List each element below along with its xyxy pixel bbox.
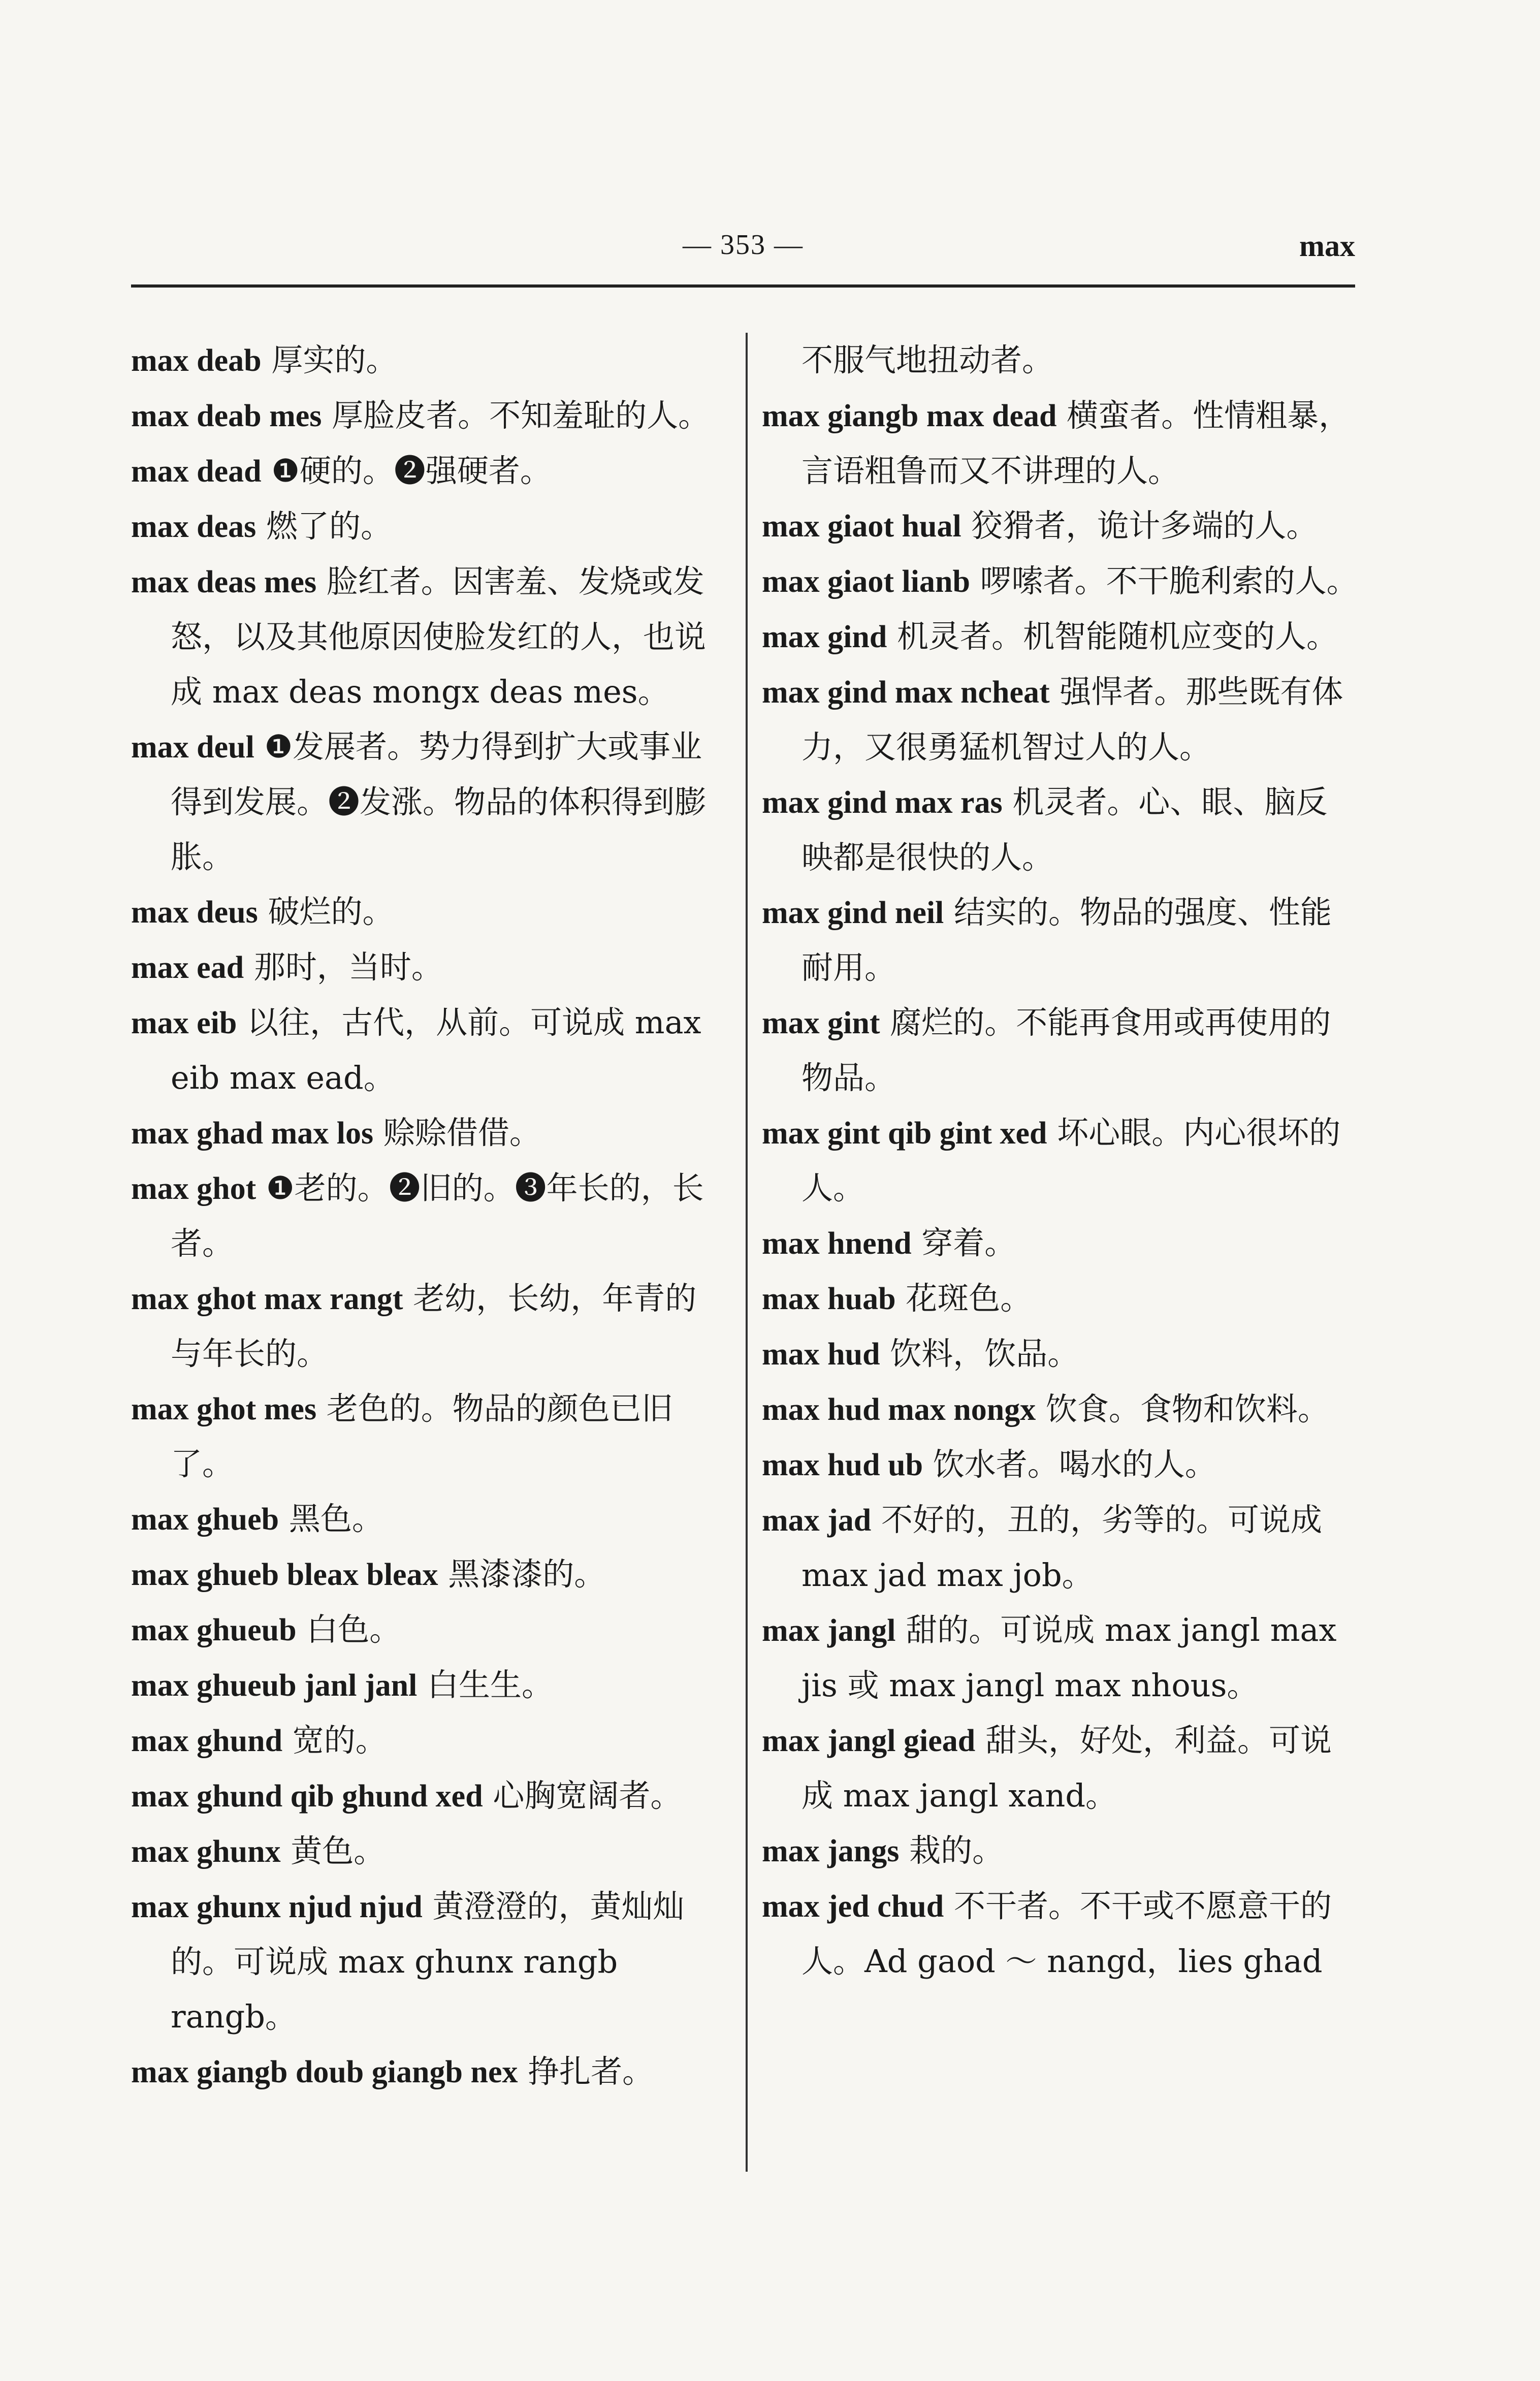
entry-definition: 那时，当时。 <box>244 948 443 986</box>
entry-definition: ❶发展者。势力得到扩大或事业得到发展。❷发涨。物品的体积得到膨胀。 <box>171 728 707 875</box>
dictionary-entry <box>131 1768 728 1824</box>
entry-definition: 栽的。 <box>899 1832 1004 1869</box>
entry-definition: 花斑色。 <box>895 1280 1032 1317</box>
dictionary-entry <box>131 1547 728 1602</box>
entry-headword: max hud max nongx <box>762 1392 1036 1427</box>
entry-definition: 挣扎者。 <box>518 2053 654 2090</box>
dictionary-entry <box>762 1713 1359 1823</box>
dictionary-entry <box>762 1105 1359 1216</box>
entry-definition: 坏心眼。内心很坏的人。 <box>801 1114 1341 1207</box>
entry-definition: ❶硬的。❷强硬者。 <box>261 452 552 489</box>
entry-headword: max ghund qib ghund xed <box>131 1779 483 1814</box>
entry-definition: 饮食。食物和饮料。 <box>1036 1390 1329 1427</box>
entry-definition: 甜头，好处，利益。可说成 max jangl xand。 <box>801 1722 1332 1814</box>
entry-definition: 心胸宽阔者。 <box>483 1777 682 1814</box>
entry-headword: max ghot max rangt <box>131 1282 403 1316</box>
entry-headword: max hnend <box>762 1226 912 1261</box>
entry-headword: max giangb doub giangb nex <box>131 2055 518 2089</box>
dictionary-entry <box>131 333 728 388</box>
entry-headword: max deas mes <box>131 565 317 599</box>
entry-definition: 白色。 <box>296 1611 401 1648</box>
dictionary-entry <box>131 940 728 995</box>
entry-headword: max giaot hual <box>762 509 961 544</box>
entry-definition: 饮料，饮品。 <box>880 1335 1079 1372</box>
dictionary-entry <box>131 1161 728 1271</box>
page-number: — 353 — <box>683 229 804 261</box>
entry-headword: max gind max ras <box>762 785 1003 820</box>
entry-definition: 机灵者。心、眼、脑反映都是很快的人。 <box>801 783 1328 876</box>
dictionary-entry <box>131 499 728 554</box>
dictionary-entry <box>131 443 728 499</box>
entry-headword: max deas <box>131 510 256 544</box>
entry-headword: max ghot mes <box>131 1392 317 1426</box>
entry-headword: max gind max ncheat <box>762 675 1050 710</box>
dictionary-entry <box>131 1271 728 1381</box>
entry-headword: max giangb max dead <box>762 399 1057 433</box>
entry-headword: max ghund <box>131 1724 283 1758</box>
entry-headword: max dead <box>131 454 262 489</box>
entry-headword: max jangl <box>762 1613 896 1648</box>
entry-definition: ❶老的。❷旧的。❸年长的，长者。 <box>171 1169 704 1262</box>
entry-headword: max gint qib gint xed <box>762 1116 1047 1151</box>
dictionary-entry <box>762 885 1359 995</box>
entry-headword: max jed chud <box>762 1889 944 1924</box>
entry-definition: 穿着。 <box>911 1224 1016 1261</box>
entry-headword: max ghad max los <box>131 1116 374 1151</box>
entry-headword: max ghueb bleax bleax <box>131 1558 438 1592</box>
dictionary-entry <box>131 388 728 443</box>
entry-headword: max ghueub <box>131 1613 297 1647</box>
dictionary-entry <box>762 1437 1359 1493</box>
entry-definition: 啰嗦者。不干脆利索的人。 <box>970 562 1358 599</box>
entry-headword: max deus <box>131 895 258 930</box>
entry-definition: 黄澄澄的，黄灿灿的。可说成 max ghunx rangb rangb。 <box>171 1888 685 2035</box>
dictionary-entry <box>762 1879 1359 1989</box>
entry-definition: 黑色。 <box>279 1500 383 1537</box>
entry-headword: max hud <box>762 1337 880 1372</box>
dictionary-entry <box>762 609 1359 664</box>
dictionary-entry <box>762 1382 1359 1437</box>
entry-definition: 宽的。 <box>282 1722 387 1759</box>
dictionary-entry <box>762 498 1359 554</box>
dictionary-entry <box>131 1879 728 2044</box>
entry-headword: max deab mes <box>131 399 322 433</box>
entry-definition: 腐烂的。不能再食用或再使用的物品。 <box>801 1004 1331 1096</box>
entry-definition: 厚实的。 <box>261 341 398 378</box>
entry-definition: 燃了的。 <box>256 507 392 545</box>
entry-definition: 以往，古代，从前。可说成 max eib max ead。 <box>171 1004 701 1096</box>
entry-definition: 不服气地扭动者。 <box>801 341 1054 378</box>
entry-definition: 黑漆漆的。 <box>438 1555 606 1593</box>
entry-definition: 赊赊借借。 <box>373 1114 541 1151</box>
entry-definition: 横蛮者。性情粗暴，言语粗鲁而又不讲理的人。 <box>801 397 1351 489</box>
entry-definition: 老幼，长幼，年青的与年长的。 <box>171 1280 697 1372</box>
running-head: max <box>1299 229 1355 263</box>
entry-headword: max ghunx <box>131 1834 281 1869</box>
entry-definition: 机灵者。机智能随机应变的人。 <box>887 618 1338 655</box>
entry-headword: max giaot lianb <box>762 564 970 599</box>
entry-headword: max eib <box>131 1006 237 1040</box>
entry-definition: 白生生。 <box>417 1666 554 1703</box>
entry-headword: max huab <box>762 1282 896 1316</box>
dictionary-entry <box>131 1658 728 1713</box>
dictionary-entry <box>131 1381 728 1491</box>
dictionary-entry <box>762 995 1359 1105</box>
dictionary-entry <box>762 1493 1359 1603</box>
right-column <box>762 333 1359 1989</box>
entry-definition: 老色的。物品的颜色已旧了。 <box>171 1390 673 1482</box>
entry-headword: max gind neil <box>762 896 944 930</box>
dictionary-entry <box>762 1271 1359 1326</box>
entry-definition: 黄色。 <box>280 1832 386 1869</box>
entry-headword: max ghunx njud njud <box>131 1890 423 1924</box>
dictionary-entry <box>762 775 1359 885</box>
entry-headword: max jangl giead <box>762 1724 976 1758</box>
dictionary-entry <box>131 1824 728 1879</box>
entry-headword: max ghueb <box>131 1502 279 1537</box>
dictionary-entry <box>131 1105 728 1161</box>
entry-definition: 饮水者。喝水的人。 <box>923 1446 1216 1483</box>
entry-headword: max deab <box>131 343 262 378</box>
dictionary-entry <box>762 1823 1359 1879</box>
entry-headword: max deul <box>131 730 254 765</box>
header-rule <box>131 284 1355 288</box>
entry-headword: max gind <box>762 620 887 654</box>
entry-definition: 结实的。物品的强度、性能耐用。 <box>801 894 1332 986</box>
dictionary-entry <box>131 995 728 1105</box>
page-header <box>131 218 1355 279</box>
entry-headword: max ghot <box>131 1171 256 1206</box>
entry-definition: 不干者。不干或不愿意干的人。Ad gaod ～ nangd，lies ghad <box>801 1887 1332 1980</box>
dictionary-entry <box>762 554 1359 609</box>
dictionary-entry <box>762 1326 1359 1382</box>
dictionary-entry <box>131 884 728 940</box>
dictionary-entry <box>762 664 1359 775</box>
entry-definition: 狡猾者，诡计多端的人。 <box>961 507 1318 544</box>
entry-definition: 脸红者。因害羞、发烧或发怒，以及其他原因使脸发红的人，也说成 max deas mongx deas mes。 <box>171 563 707 710</box>
entry-headword: max hud ub <box>762 1448 923 1482</box>
entry-headword: max ghueub janl janl <box>131 1668 418 1703</box>
dictionary-entry <box>762 1603 1359 1713</box>
dictionary-entry <box>131 719 728 884</box>
dictionary-entry <box>131 554 728 719</box>
left-column <box>131 333 728 2100</box>
entry-definition: 甜的。可说成 max jangl max jis 或 max jangl max nhous。 <box>801 1611 1337 1704</box>
dictionary-entry <box>131 1491 728 1547</box>
entry-headword: max jangs <box>762 1834 900 1868</box>
dictionary-entry <box>131 2044 728 2100</box>
dictionary-entry <box>762 1216 1359 1271</box>
entry-definition: 不好的，丑的，劣等的。可说成 max jad max job。 <box>801 1501 1322 1594</box>
entry-definition: 强悍者。那些既有体力，又很勇猛机智过人的人。 <box>801 673 1343 766</box>
column-divider <box>746 333 748 2172</box>
dictionary-entry <box>762 333 1359 388</box>
entry-headword: max ead <box>131 950 244 985</box>
dictionary-entry <box>131 1602 728 1658</box>
dictionary-entry <box>131 1713 728 1768</box>
entry-definition: 破烂的。 <box>258 893 394 930</box>
entry-headword: max jad <box>762 1503 872 1538</box>
dictionary-entry <box>762 388 1359 498</box>
entry-definition: 厚脸皮者。不知羞耻的人。 <box>322 397 710 434</box>
entry-headword: max gint <box>762 1006 880 1040</box>
